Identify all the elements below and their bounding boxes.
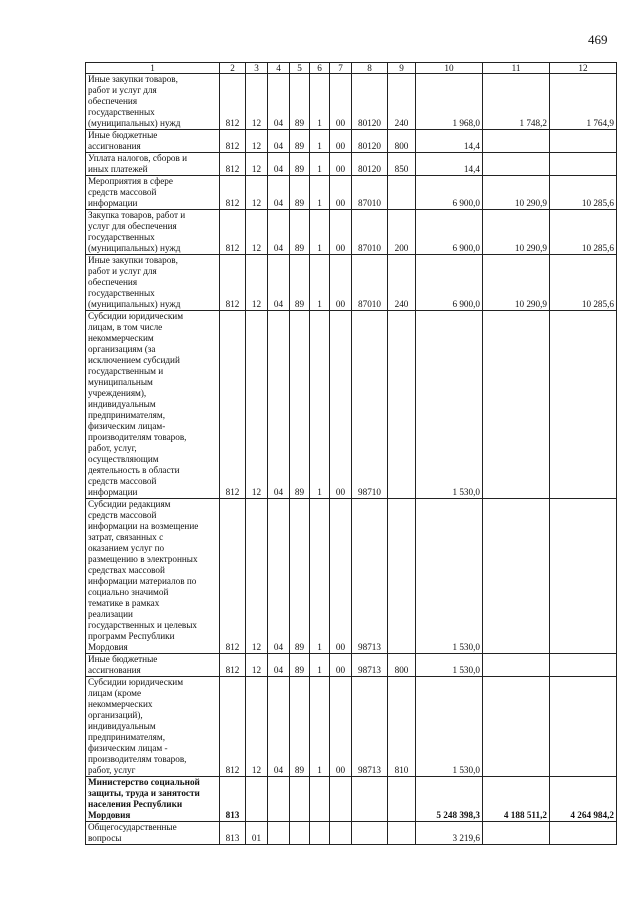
target-code-cell: 98710 — [352, 311, 388, 499]
year1-amount-cell: 14,4 — [416, 153, 483, 176]
table-row — [86, 210, 617, 255]
year1-amount-cell: 1 530,0 — [416, 677, 483, 777]
item-name-line: организаций), — [88, 710, 143, 720]
subprogram-cell: 1 — [310, 210, 330, 255]
header-cell: 3 — [246, 63, 268, 74]
item-name-line: оказанием услуг по — [88, 543, 165, 553]
item-name-line: лицам, в том числе — [88, 322, 163, 332]
header-cell: 11 — [483, 63, 550, 74]
item-name-line: лицам (кроме — [88, 688, 142, 698]
item-name-line: Субсидии юридическим — [88, 677, 184, 687]
year2-amount-cell — [483, 677, 550, 777]
item-name-line: Общегосударственные — [88, 822, 177, 832]
item-name-line: (муниципальных) нужд — [88, 118, 181, 128]
program-cell: 89 — [290, 74, 310, 130]
table-row — [86, 74, 617, 130]
item-name-line: (муниципальных) нужд — [88, 243, 181, 253]
header-cell: 9 — [388, 63, 416, 74]
item-name-line: информации — [88, 487, 138, 497]
item-name-line: предпринимателям, — [88, 410, 166, 420]
header-cell: 10 — [416, 63, 483, 74]
section-cell: 12 — [246, 311, 268, 499]
table-row — [86, 499, 617, 654]
item-name-line: размещению в электронных — [88, 554, 198, 564]
subprogram-cell: 1 — [310, 654, 330, 677]
year3-amount-cell — [550, 677, 617, 777]
year3-amount-cell — [550, 153, 617, 176]
year3-amount-cell: 1 764,9 — [550, 74, 617, 130]
item-name-line: Мероприятия в сфере — [88, 176, 173, 186]
item-name-line: государственных — [88, 232, 155, 242]
code-cell: 812 — [220, 176, 246, 210]
item-name-line: информации материалов по — [88, 576, 197, 586]
program-cell — [290, 822, 310, 845]
code-cell: 812 — [220, 677, 246, 777]
target-code-cell: 87010 — [352, 210, 388, 255]
year3-amount-cell: 4 264 984,2 — [550, 777, 617, 822]
year2-amount-cell: 10 290,9 — [483, 255, 550, 311]
target-code-cell — [352, 822, 388, 845]
item-name-line: вопросы — [88, 833, 122, 843]
program-cell — [290, 777, 310, 822]
year3-amount-cell — [550, 130, 617, 153]
expense-type-cell: 850 — [388, 153, 416, 176]
item-name-line: индивидуальным — [88, 721, 156, 731]
subsection-cell: 04 — [268, 677, 290, 777]
subsection-cell: 04 — [268, 654, 290, 677]
subprogram-cell — [310, 822, 330, 845]
item-name-line: средств массовой — [88, 476, 157, 486]
code-cell: 812 — [220, 74, 246, 130]
section-cell: 12 — [246, 654, 268, 677]
item-name-line: производителям товаров, — [88, 754, 187, 764]
item-name-line: государственных — [88, 288, 155, 298]
item-name-line: некоммерческих — [88, 699, 153, 709]
expense-type-cell — [388, 822, 416, 845]
item-name-line: программ Республики — [88, 631, 175, 641]
subsection-cell: 04 — [268, 311, 290, 499]
item-name-line: государственных и целевых — [88, 620, 198, 630]
section-cell — [246, 777, 268, 822]
year1-amount-cell: 3 219,6 — [416, 822, 483, 845]
direction-cell: 00 — [330, 74, 352, 130]
item-name-line: Субсидии юридическим — [88, 311, 184, 321]
direction-cell: 00 — [330, 499, 352, 654]
section-cell: 12 — [246, 130, 268, 153]
expense-type-cell: 240 — [388, 255, 416, 311]
item-name-line: ассигнования — [88, 665, 141, 675]
expense-type-cell — [388, 176, 416, 210]
item-name-cell — [86, 130, 220, 153]
item-name-line: информации — [88, 198, 138, 208]
year3-amount-cell — [550, 311, 617, 499]
table-row — [86, 130, 617, 153]
section-cell: 12 — [246, 499, 268, 654]
target-code-cell — [352, 777, 388, 822]
table-row — [86, 153, 617, 176]
item-name-cell — [86, 499, 220, 654]
direction-cell: 00 — [330, 130, 352, 153]
item-name-line: работ, услуг — [88, 765, 136, 775]
item-name-line: предпринимателям, — [88, 732, 166, 742]
subsection-cell: 04 — [268, 74, 290, 130]
budget-table — [85, 62, 617, 845]
code-cell: 812 — [220, 130, 246, 153]
page-number: 469 — [588, 32, 608, 47]
year3-amount-cell — [550, 654, 617, 677]
expense-type-cell: 800 — [388, 654, 416, 677]
subprogram-cell — [310, 777, 330, 822]
item-name-line: информации на возмещение — [88, 521, 199, 531]
table-row — [86, 255, 617, 311]
subprogram-cell: 1 — [310, 311, 330, 499]
year1-amount-cell: 1 530,0 — [416, 499, 483, 654]
year2-amount-cell: 1 748,2 — [483, 74, 550, 130]
subsection-cell: 04 — [268, 210, 290, 255]
item-name-line: социально значимой — [88, 587, 169, 597]
year2-amount-cell: 10 290,9 — [483, 210, 550, 255]
section-cell: 12 — [246, 210, 268, 255]
year2-amount-cell — [483, 822, 550, 845]
item-name-line: осуществляющим — [88, 454, 159, 464]
code-cell: 812 — [220, 654, 246, 677]
header-cell: 2 — [220, 63, 246, 74]
item-name-line: работ и услуг для — [88, 85, 157, 95]
item-name-cell — [86, 654, 220, 677]
item-name-line: работ, услуг, — [88, 443, 137, 453]
item-name-line: (муниципальных) нужд — [88, 299, 181, 309]
program-cell: 89 — [290, 255, 310, 311]
subsection-cell: 04 — [268, 255, 290, 311]
year1-amount-cell: 6 900,0 — [416, 255, 483, 311]
item-name-line: средствах массовой — [88, 565, 165, 575]
target-code-cell: 80120 — [352, 153, 388, 176]
item-name-line: Мордовия — [88, 810, 131, 820]
item-name-line: обеспечения — [88, 96, 138, 106]
subsection-cell: 04 — [268, 130, 290, 153]
section-cell: 12 — [246, 255, 268, 311]
item-name-cell — [86, 210, 220, 255]
direction-cell — [330, 777, 352, 822]
item-name-line: государственных — [88, 107, 155, 117]
item-name-line: индивидуальным — [88, 399, 156, 409]
item-name-line: Иные бюджетные — [88, 130, 158, 140]
year1-amount-cell: 1 530,0 — [416, 654, 483, 677]
year2-amount-cell: 10 290,9 — [483, 176, 550, 210]
item-name-cell — [86, 176, 220, 210]
item-name-line: Уплата налогов, сборов и — [88, 153, 188, 163]
code-cell: 813 — [220, 822, 246, 845]
target-code-cell: 98713 — [352, 499, 388, 654]
code-cell: 813 — [220, 777, 246, 822]
subprogram-cell: 1 — [310, 130, 330, 153]
direction-cell: 00 — [330, 176, 352, 210]
subprogram-cell: 1 — [310, 176, 330, 210]
expense-type-cell: 200 — [388, 210, 416, 255]
item-name-cell — [86, 822, 220, 845]
item-name-line: деятельность в области — [88, 465, 180, 475]
subprogram-cell: 1 — [310, 677, 330, 777]
year3-amount-cell: 10 285,6 — [550, 210, 617, 255]
item-name-line: некоммерческим — [88, 333, 154, 343]
item-name-line: обеспечения — [88, 277, 138, 287]
item-name-cell — [86, 153, 220, 176]
header-cell: 4 — [268, 63, 290, 74]
expense-type-cell — [388, 499, 416, 654]
expense-type-cell — [388, 311, 416, 499]
year2-amount-cell — [483, 499, 550, 654]
program-cell: 89 — [290, 677, 310, 777]
year1-amount-cell: 14,4 — [416, 130, 483, 153]
target-code-cell: 80120 — [352, 74, 388, 130]
section-cell: 01 — [246, 822, 268, 845]
target-code-cell: 98713 — [352, 654, 388, 677]
year2-amount-cell — [483, 311, 550, 499]
year1-amount-cell: 5 248 398,3 — [416, 777, 483, 822]
subsection-cell: 04 — [268, 176, 290, 210]
table-row — [86, 176, 617, 210]
target-code-cell: 80120 — [352, 130, 388, 153]
item-name-line: муниципальным — [88, 377, 153, 387]
item-name-line: физическим лицам- — [88, 421, 166, 431]
direction-cell — [330, 822, 352, 845]
direction-cell: 00 — [330, 255, 352, 311]
subprogram-cell: 1 — [310, 74, 330, 130]
header-cell: 12 — [550, 63, 617, 74]
subprogram-cell: 1 — [310, 153, 330, 176]
header-cell: 7 — [330, 63, 352, 74]
expense-type-cell — [388, 777, 416, 822]
program-cell: 89 — [290, 499, 310, 654]
target-code-cell: 87010 — [352, 255, 388, 311]
year2-amount-cell — [483, 153, 550, 176]
direction-cell: 00 — [330, 677, 352, 777]
direction-cell: 00 — [330, 311, 352, 499]
year1-amount-cell: 6 900,0 — [416, 210, 483, 255]
program-cell: 89 — [290, 176, 310, 210]
year2-amount-cell — [483, 654, 550, 677]
subprogram-cell: 1 — [310, 499, 330, 654]
program-cell: 89 — [290, 654, 310, 677]
item-name-line: средств массовой — [88, 187, 157, 197]
item-name-line: Иные закупки товаров, — [88, 255, 178, 265]
table-row — [86, 777, 617, 822]
item-name-line: иных платежей — [88, 164, 148, 174]
header-cell: 6 — [310, 63, 330, 74]
table-row — [86, 311, 617, 499]
subsection-cell: 04 — [268, 153, 290, 176]
item-name-line: организациям (за — [88, 344, 156, 354]
direction-cell: 00 — [330, 153, 352, 176]
item-name-line: Министерство социальной — [88, 777, 200, 787]
item-name-cell — [86, 74, 220, 130]
item-name-cell — [86, 777, 220, 822]
item-name-line: Иные закупки товаров, — [88, 74, 178, 84]
item-name-line: физическим лицам - — [88, 743, 168, 753]
item-name-line: средств массовой — [88, 510, 157, 520]
header-cell: 5 — [290, 63, 310, 74]
target-code-cell: 87010 — [352, 176, 388, 210]
item-name-line: услуг для обеспечения — [88, 221, 177, 231]
item-name-cell — [86, 255, 220, 311]
subprogram-cell: 1 — [310, 255, 330, 311]
item-name-line: Мордовия — [88, 642, 128, 652]
item-name-line: Субсидии редакциям — [88, 499, 171, 509]
item-name-cell — [86, 677, 220, 777]
table-row — [86, 677, 617, 777]
program-cell: 89 — [290, 130, 310, 153]
year3-amount-cell: 10 285,6 — [550, 255, 617, 311]
direction-cell: 00 — [330, 210, 352, 255]
year3-amount-cell — [550, 499, 617, 654]
program-cell: 89 — [290, 210, 310, 255]
code-cell: 812 — [220, 255, 246, 311]
program-cell: 89 — [290, 311, 310, 499]
item-name-line: ассигнования — [88, 141, 141, 151]
table-body — [86, 74, 617, 845]
year1-amount-cell: 1 530,0 — [416, 311, 483, 499]
item-name-line: производителям товаров, — [88, 432, 187, 442]
item-name-line: затрат, связанных с — [88, 532, 164, 542]
table-row — [86, 822, 617, 845]
year3-amount-cell — [550, 822, 617, 845]
table-row — [86, 654, 617, 677]
expense-type-cell: 800 — [388, 130, 416, 153]
year2-amount-cell — [483, 130, 550, 153]
header-row — [86, 63, 617, 74]
subsection-cell — [268, 777, 290, 822]
item-name-line: Иные бюджетные — [88, 654, 158, 664]
section-cell: 12 — [246, 176, 268, 210]
item-name-line: реализации — [88, 609, 133, 619]
code-cell: 812 — [220, 499, 246, 654]
item-name-line: государственным и — [88, 366, 164, 376]
expense-type-cell: 240 — [388, 74, 416, 130]
program-cell: 89 — [290, 153, 310, 176]
subsection-cell — [268, 822, 290, 845]
item-name-line: тематике в рамках — [88, 598, 160, 608]
item-name-line: исключением субсидий — [88, 355, 180, 365]
year2-amount-cell: 4 188 511,2 — [483, 777, 550, 822]
section-cell: 12 — [246, 677, 268, 777]
section-cell: 12 — [246, 153, 268, 176]
target-code-cell: 98713 — [352, 677, 388, 777]
item-name-cell — [86, 311, 220, 499]
code-cell: 812 — [220, 210, 246, 255]
year1-amount-cell: 6 900,0 — [416, 176, 483, 210]
item-name-line: населения Республики — [88, 799, 183, 809]
expense-type-cell: 810 — [388, 677, 416, 777]
year1-amount-cell: 1 968,0 — [416, 74, 483, 130]
header-cell: 8 — [352, 63, 388, 74]
direction-cell: 00 — [330, 654, 352, 677]
code-cell: 812 — [220, 311, 246, 499]
section-cell: 12 — [246, 74, 268, 130]
item-name-line: Закупка товаров, работ и — [88, 210, 186, 220]
item-name-line: учреждениям), — [88, 388, 147, 398]
subsection-cell: 04 — [268, 499, 290, 654]
header-cell: 1 — [86, 63, 220, 74]
item-name-line: работ и услуг для — [88, 266, 157, 276]
item-name-line: защиты, труда и занятости — [88, 788, 200, 798]
code-cell: 812 — [220, 153, 246, 176]
year3-amount-cell: 10 285,6 — [550, 176, 617, 210]
